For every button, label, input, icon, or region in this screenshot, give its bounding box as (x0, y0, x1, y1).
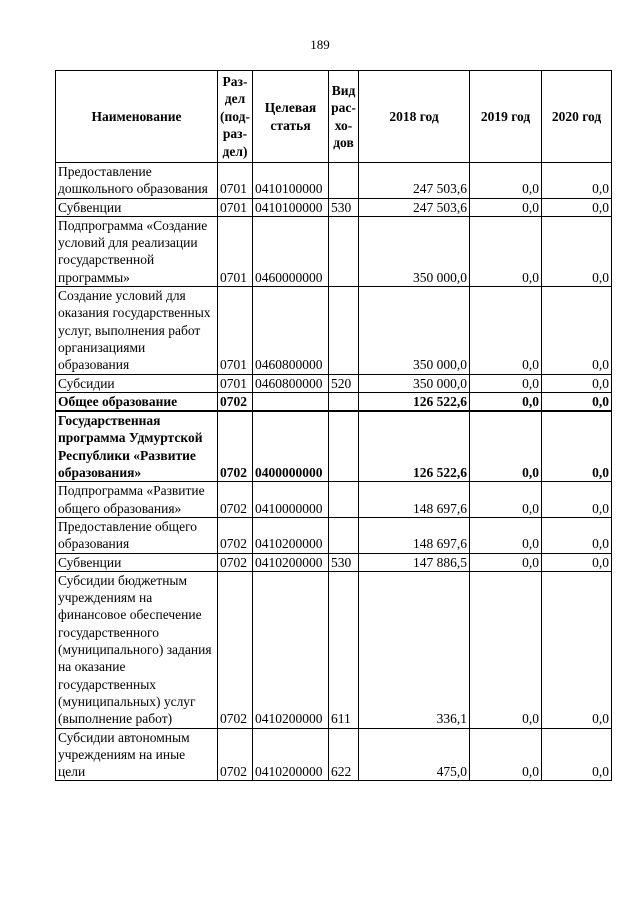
cell-vid (329, 163, 359, 199)
cell-name: Субсидии автономным учреждениям на иные цели (56, 728, 218, 781)
cell-name: Общее образование (56, 392, 218, 411)
table-row (56, 287, 612, 374)
cell-2020: 0,0 (542, 198, 612, 216)
cell-razdel: 0702 (218, 517, 253, 553)
cell-razdel: 0702 (218, 411, 253, 482)
cell-2020: 0,0 (542, 482, 612, 518)
cell-2020: 0,0 (542, 517, 612, 553)
header-celevaya: Целевая статья (253, 71, 329, 163)
cell-2018: 475,0 (359, 728, 470, 781)
cell-razdel: 0701 (218, 198, 253, 216)
cell-celevaya: 0410200000 (253, 571, 329, 728)
cell-celevaya: 0460800000 (253, 374, 329, 392)
cell-2018: 247 503,6 (359, 198, 470, 216)
cell-name: Подпрограмма «Развитие общего образования» (56, 482, 218, 518)
header-2020: 2020 год (542, 71, 612, 163)
cell-name: Государственная программа Удмуртской Республики «Развитие образования» (56, 411, 218, 482)
cell-2020: 0,0 (542, 163, 612, 199)
cell-razdel: 0702 (218, 728, 253, 781)
cell-2020: 0,0 (542, 392, 612, 411)
cell-vid (329, 392, 359, 411)
cell-celevaya: 0410200000 (253, 553, 329, 571)
cell-name: Создание условий для оказания государственных услуг, выполнения работ организациями образования (56, 287, 218, 374)
cell-vid (329, 287, 359, 374)
cell-razdel: 0701 (218, 163, 253, 199)
cell-vid (329, 216, 359, 286)
table-row (56, 374, 612, 392)
cell-celevaya: 0410200000 (253, 728, 329, 781)
cell-celevaya: 0460800000 (253, 287, 329, 374)
cell-2019: 0,0 (470, 482, 542, 518)
cell-celevaya: 0400000000 (253, 411, 329, 482)
cell-2019: 0,0 (470, 728, 542, 781)
header-2019: 2019 год (470, 71, 542, 163)
cell-2018: 126 522,6 (359, 392, 470, 411)
table-row (56, 198, 612, 216)
cell-2020: 0,0 (542, 571, 612, 728)
header-name: Наименование (56, 71, 218, 163)
cell-vid (329, 411, 359, 482)
cell-2018: 148 697,6 (359, 517, 470, 553)
table-row (56, 216, 612, 286)
cell-2020: 0,0 (542, 411, 612, 482)
cell-vid: 611 (329, 571, 359, 728)
cell-vid: 530 (329, 553, 359, 571)
cell-name: Субвенции (56, 553, 218, 571)
cell-2020: 0,0 (542, 287, 612, 374)
header-2018: 2018 год (359, 71, 470, 163)
cell-2018: 350 000,0 (359, 374, 470, 392)
cell-razdel: 0701 (218, 287, 253, 374)
cell-2019: 0,0 (470, 571, 542, 728)
cell-2020: 0,0 (542, 728, 612, 781)
table-header-row (56, 71, 612, 163)
cell-2018: 350 000,0 (359, 287, 470, 374)
cell-name: Предоставление общего образования (56, 517, 218, 553)
cell-razdel: 0702 (218, 571, 253, 728)
table-body (56, 163, 612, 781)
cell-2018: 336,1 (359, 571, 470, 728)
page-number: 189 (310, 37, 330, 52)
budget-table (55, 70, 612, 781)
cell-2019: 0,0 (470, 287, 542, 374)
table-row (56, 163, 612, 199)
cell-2020: 0,0 (542, 216, 612, 286)
cell-celevaya (253, 392, 329, 411)
cell-2018: 350 000,0 (359, 216, 470, 286)
cell-celevaya: 0460000000 (253, 216, 329, 286)
cell-celevaya: 0410100000 (253, 198, 329, 216)
cell-2019: 0,0 (470, 163, 542, 199)
cell-2019: 0,0 (470, 517, 542, 553)
header-razdel: Раз- дел (под- раз- дел) (218, 71, 253, 163)
cell-2020: 0,0 (542, 553, 612, 571)
cell-razdel: 0701 (218, 216, 253, 286)
cell-2018: 147 886,5 (359, 553, 470, 571)
cell-vid: 520 (329, 374, 359, 392)
header-vid: Вид рас- хо- дов (329, 71, 359, 163)
cell-2019: 0,0 (470, 198, 542, 216)
cell-razdel: 0702 (218, 553, 253, 571)
table-row (56, 728, 612, 781)
cell-2019: 0,0 (470, 411, 542, 482)
cell-2018: 247 503,6 (359, 163, 470, 199)
cell-2018: 148 697,6 (359, 482, 470, 518)
table-row (56, 553, 612, 571)
cell-vid: 622 (329, 728, 359, 781)
cell-vid (329, 517, 359, 553)
cell-name: Предоставление дошкольного образования (56, 163, 218, 199)
cell-2019: 0,0 (470, 392, 542, 411)
table-row (56, 392, 612, 411)
cell-name: Подпрограмма «Создание условий для реализации государственной программы» (56, 216, 218, 286)
table-row (56, 411, 612, 482)
cell-name: Субсидии (56, 374, 218, 392)
cell-vid (329, 482, 359, 518)
cell-2019: 0,0 (470, 553, 542, 571)
cell-vid: 530 (329, 198, 359, 216)
cell-razdel: 0702 (218, 482, 253, 518)
cell-2018: 126 522,6 (359, 411, 470, 482)
table-row (56, 517, 612, 553)
cell-razdel: 0701 (218, 374, 253, 392)
table-row (56, 571, 612, 728)
table-row (56, 482, 612, 518)
cell-name: Субсидии бюджетным учреждениям на финансовое обеспечение государственного (муниципального) задания на оказание государственных (муниципальных) услуг (выполнение работ) (56, 571, 218, 728)
cell-razdel: 0702 (218, 392, 253, 411)
cell-celevaya: 0410200000 (253, 517, 329, 553)
cell-2019: 0,0 (470, 374, 542, 392)
cell-2019: 0,0 (470, 216, 542, 286)
cell-2020: 0,0 (542, 374, 612, 392)
cell-celevaya: 0410000000 (253, 482, 329, 518)
cell-celevaya: 0410100000 (253, 163, 329, 199)
cell-name: Субвенции (56, 198, 218, 216)
